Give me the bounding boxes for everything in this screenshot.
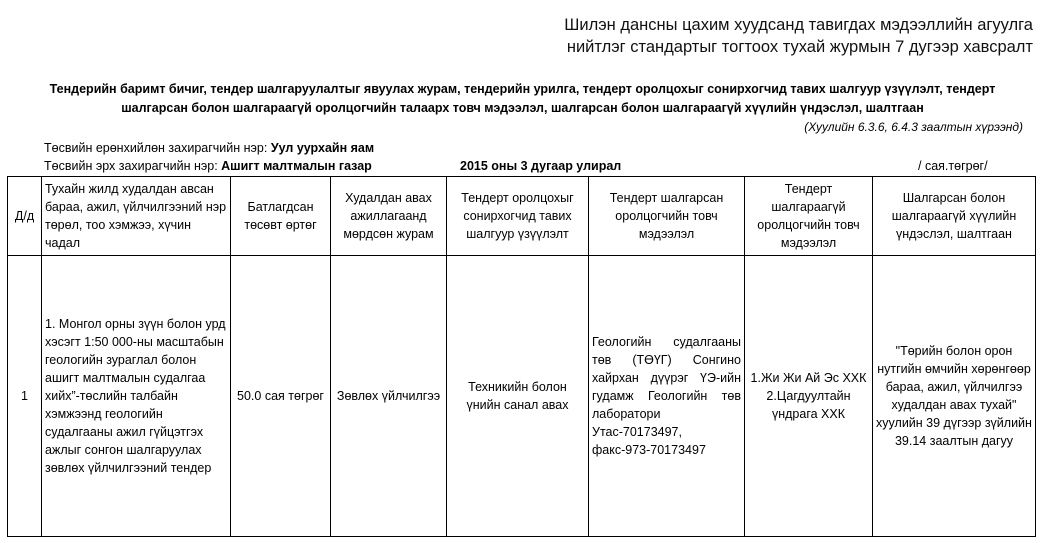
table-header-row xyxy=(8,177,1036,256)
manager-label: Төсвийн эрх захирагчийн нэр: xyxy=(44,159,218,173)
law-reference: (Хуулийн 6.3.6, 6.4.3 заалтын хүрээнд) xyxy=(804,120,1023,134)
annex-header xyxy=(473,14,1033,58)
general-manager-line xyxy=(44,141,374,155)
title-line-2: шалгарсан болон шалгараагүй оролцогчийн талаарх товч мэдээлэл, шалгарсан болон шалгараагүй хүүлийн үндэслэл, шалтгаан xyxy=(121,101,924,115)
document-title xyxy=(6,80,1039,118)
cell-criteria: Техникийн болон үнийн санал авах xyxy=(447,256,589,537)
header-criteria: Тендерт оролцохыг сонирхогчид тавих шалгуур үзүүлэлт xyxy=(447,177,589,256)
header-winner: Тендерт шалгарсан оролцогчийн товч мэдээлэл xyxy=(589,177,745,256)
annex-line-1: Шилэн дансны цахим хуудсанд тавигдах мэдээллийн агуулга xyxy=(564,16,1033,34)
general-manager-label: Төсвийн ерөнхийлөн захирагчийн нэр: xyxy=(44,141,268,155)
cell-procedure: Зөвлөх үйлчилгээ xyxy=(331,256,447,537)
table-row xyxy=(8,256,1036,537)
general-manager-value: Уул уурхайн яам xyxy=(270,141,375,155)
header-item: Тухайн жилд худалдан авсан бараа, ажил, үйлчилгээний нэр төрөл, тоо хэмжээ, хүчин чадал xyxy=(42,177,231,256)
cell-budget: 50.0 сая төгрөг xyxy=(231,256,331,537)
cell-reason: "Төрийн болон орон нутгийн өмчийн хөрөнгөөр бараа, ажил, үйлчилгээ худалдан авах тухай" хуулийн 39 дүгээр зүйлийн 39.14 заалтын дагуу xyxy=(873,256,1036,537)
header-procedure: Худалдан авах ажиллагаанд мөрдсөн журам xyxy=(331,177,447,256)
cell-no: 1 xyxy=(8,256,42,537)
header-budget: Батлагдсан төсөвт өртөг xyxy=(231,177,331,256)
manager-value: Ашигт малтмалын газар xyxy=(221,159,372,173)
header-no: Д/д xyxy=(8,177,42,256)
cell-losers xyxy=(745,256,873,537)
reporting-period: 2015 оны 3 дугаар улирал xyxy=(460,159,622,173)
tender-table xyxy=(7,176,1036,537)
loser-2: 2.Цагдуултайн үндрага ХХК xyxy=(766,389,851,421)
currency-unit: / сая.төгрөг/ xyxy=(918,159,988,173)
loser-1: 1.Жи Жи Ай Эс ХХК xyxy=(750,371,867,385)
header-reason: Шалгарсан болон шалгараагүй хүүлийн үндэслэл, шалтгаан xyxy=(873,177,1036,256)
annex-line-2: нийтлэг стандартыг тогтоох тухай журмын 7 дугээр хавсралт xyxy=(566,38,1033,56)
title-line-1: Тендерийн баримт бичиг, тендер шалгаруулалтыг явуулах журам, тендерийн урилга, тендерт оролцохыг сонирхогчид тавих шалгуур үзүүлэлт, тендерт xyxy=(49,82,996,96)
manager-line xyxy=(44,159,372,173)
header-losers: Тендерт шалгараагүй оролцогчийн товч мэдээлэл xyxy=(745,177,873,256)
cell-item: 1. Монгол орны зүүн болон урд хэсэгт 1:50 000-ны масштабын геологийн зураглал болон ашигт малтмалын судалгаа хийх”-төслийн талбайн хэмжээнд геологийн судалгааны ажил гүйцэтгэх ажлыг сонгон шалгаруулах зөвлөх үйлчилгээний тендер xyxy=(42,256,231,537)
cell-winner: Геологийн судалгааны төв (ТӨҮГ) Сонгино хайрхан дүүрэг ҮЭ-ийн гудамж Геологийн төв лаборатори Утас-70173497, факс-973-70173497 xyxy=(589,256,745,537)
